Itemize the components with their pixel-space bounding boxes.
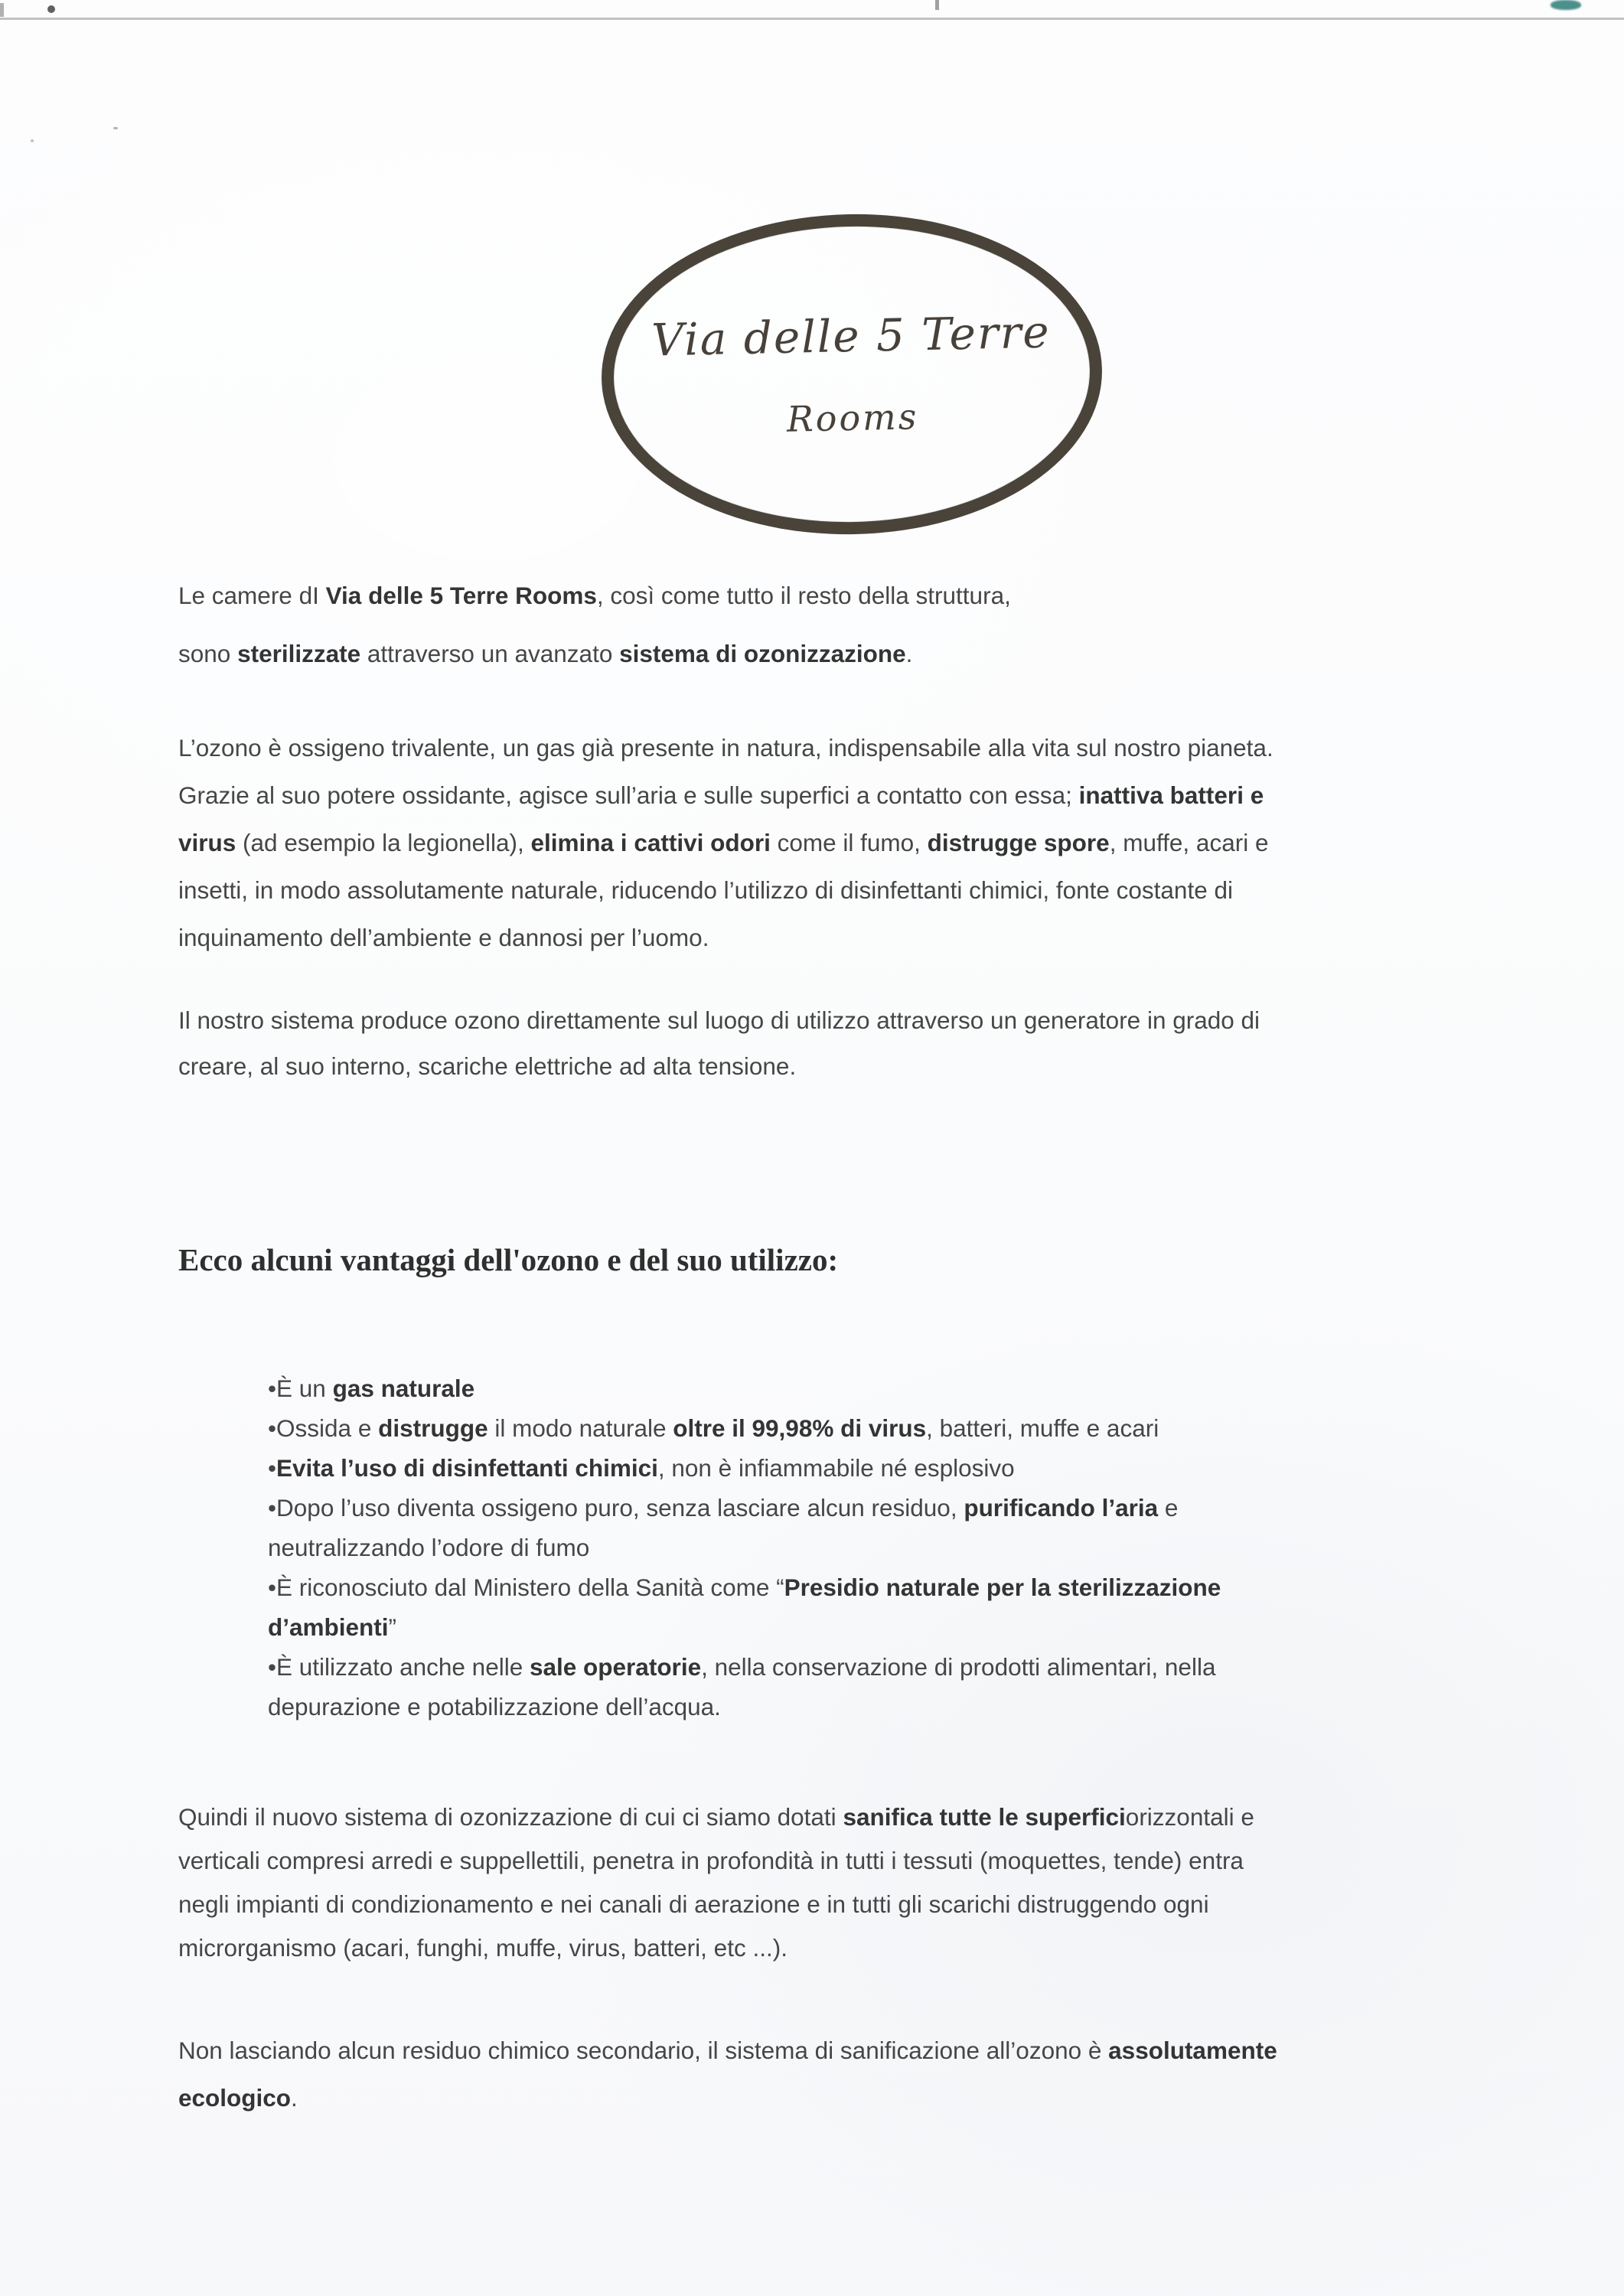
logo-stamp [598,209,1106,540]
scan-artifact-line [0,18,1624,20]
bullet-item: •Evita l’uso di disinfettanti chimici, non è infiammabile né esplosivo [268,1454,1015,1482]
advantages-list [268,1368,1221,1727]
bullet-item: •Dopo l’uso diventa ossigeno puro, senza lasciare alcun residuo, purificando l’aria e neutralizzando l’odore di fumo [268,1494,1179,1561]
scan-artifact-speck [113,127,118,129]
logo-subtitle: Rooms [786,396,919,440]
scan-artifact-speck [31,139,34,142]
bullet-item: •Ossida e distrugge il modo naturale oltre il 99,98% di virus, batteri, muffe e acari [268,1414,1159,1442]
section-heading: Ecco alcuni vantaggi dell'ozono e del suo utilizzo: [178,1242,839,1277]
scan-artifact-dot [47,5,55,13]
bullet-item: •È un gas naturale [268,1375,475,1402]
paragraph-generator: Il nostro sistema produce ozono direttamente sul luogo di utilizzo attraverso un generatore in grado di creare, al suo interno, scariche elettriche ad alta tensione. [178,1006,1260,1080]
scan-artifact-tick [935,0,939,10]
paragraph-ecological: Non lasciando alcun residuo chimico secondario, il sistema di sanificazione all’ozono è assolutamente ecologico. [178,2037,1277,2112]
scan-artifact-teal-mark [1551,0,1581,10]
paragraph-ozone-description: L’ozono è ossigeno trivalente, un gas già presente in natura, indispensabile alla vita sul nostro pianeta. Grazie al suo potere ossidante, agisce sull’aria e sulle superfici a contatto con essa; inattiva batteri e virus (ad esempio la legionella), elimina i cattivi odori come il fumo, distrugge spore, muffe, acari e insetti, in modo assolutamente naturale, riducendo l’utilizzo di disinfettanti chimici, fonte costante di inquinamento dell’ambiente e dannosi per l’uomo. [178,734,1273,951]
bullet-item: •È utilizzato anche nelle sale operatorie, nella conservazione di prodotti alimentari, nella depurazione e potabilizzazione dell’acqua. [268,1653,1216,1720]
paragraph-sanification: Quindi il nuovo sistema di ozonizzazione di cui ci siamo dotati sanifica tutte le superficiorizzontali e verticali compresi arredi e suppellettili, penetra in profondità in tutti i tessuti (moquettes, tende) entra negli impianti di condizionamento e nei canali di aerazione e in tutti gli scarichi distruggendo ogni microrganismo (acari, funghi, muffe, virus, batteri, etc ...). [178,1803,1254,1962]
bullet-item: •È riconosciuto dal Ministero della Sanità come “Presidio naturale per la sterilizzazione d’ambienti” [268,1574,1221,1641]
scan-artifact-corner [0,3,4,17]
paragraph-intro: Le camere dI Via delle 5 Terre Rooms, così come tutto il resto della struttura, sono sterilizzate attraverso un avanzato sistema di ozonizzazione. [178,582,1011,667]
logo-title: Via delle 5 Terre [651,305,1052,367]
